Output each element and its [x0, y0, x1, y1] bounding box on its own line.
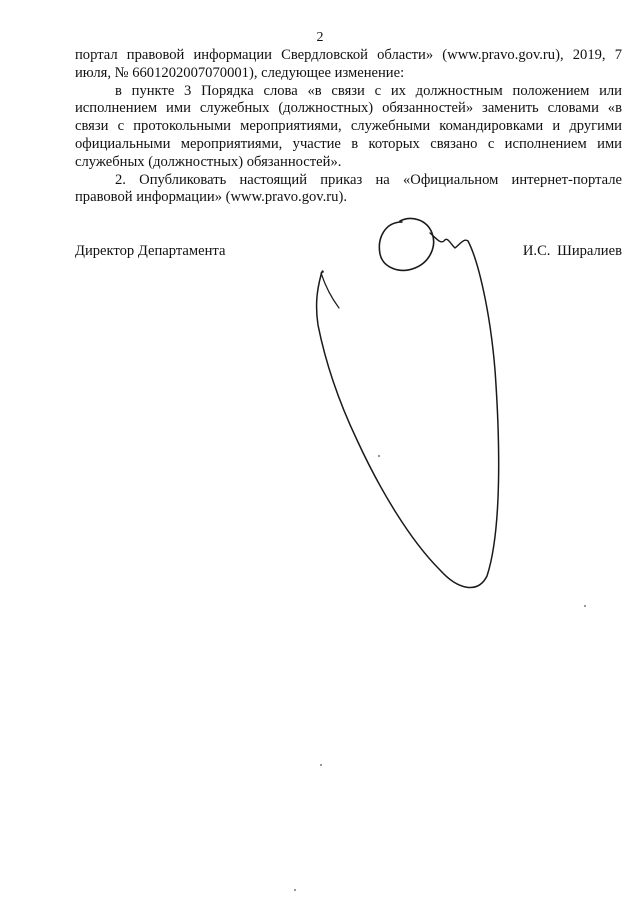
- signature-wave: [430, 233, 468, 248]
- document-body: [75, 47, 622, 207]
- page-number: 2: [316, 30, 324, 45]
- director-title: Директор Департамента: [75, 243, 226, 259]
- signature-hook: [321, 273, 339, 308]
- paragraph-amendment: в пункте 3 Порядка слова «в связи с их должностным положением или исполнением ими служебных (должностных) обязанностей» заменить словами «в связи с протокольными мероприятиями, служебными командировками и другими официальными мероприятиями, участие в которых связано с исполнением ими служебных (должностных) обязанностей».: [75, 82, 622, 170]
- scan-speck: [378, 455, 380, 457]
- paragraph-continuation: портал правовой информации Свердловской области» (www.pravo.gov.ru), 2019, 7 июля, № 6601202007070001), следующее изменение:: [75, 47, 622, 81]
- director-name: И.С. Ширалиев: [522, 243, 622, 259]
- signature-main-stroke: [317, 241, 499, 587]
- scan-speck: [320, 764, 322, 766]
- signature-loop: [379, 218, 433, 270]
- paragraph-publish: 2. Опубликовать настоящий приказ на «Официальном интернет-портале правовой информации» (www.pravo.gov.ru).: [75, 171, 622, 206]
- scan-speck: [584, 605, 586, 607]
- scan-speck: [294, 889, 296, 891]
